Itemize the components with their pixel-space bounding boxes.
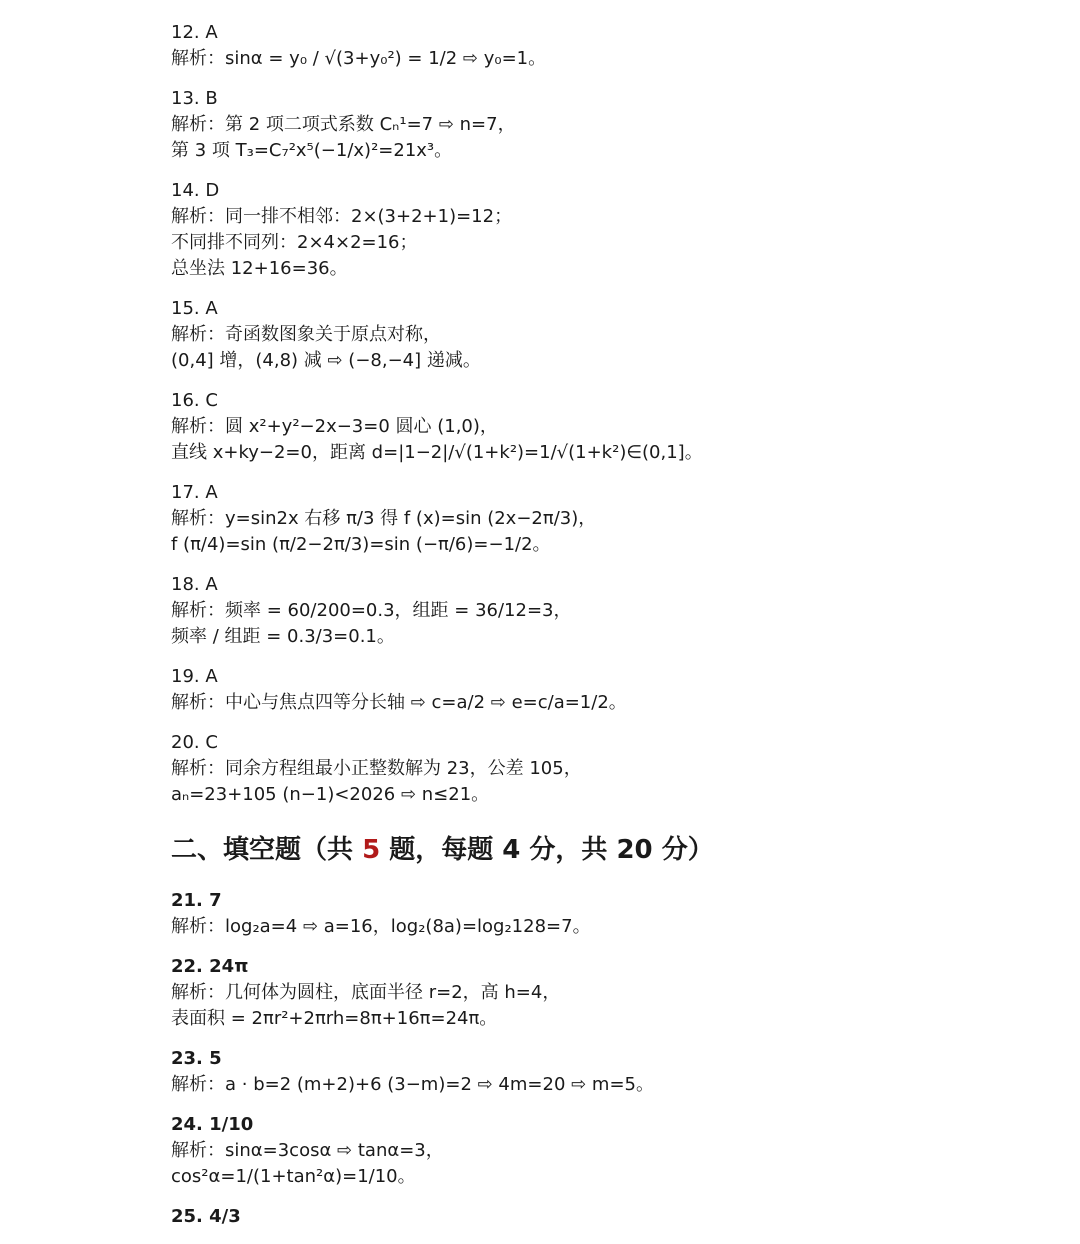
answer-item bbox=[171, 572, 1051, 650]
answer-number: 12. A bbox=[171, 22, 218, 43]
answer-item bbox=[171, 1204, 1051, 1230]
answer-item bbox=[171, 730, 1051, 808]
explanation-line: 解析：同一排不相邻：2×(3+2+1)=12； bbox=[171, 206, 513, 227]
answer-number: 17. A bbox=[171, 482, 218, 503]
answer-number: 20. C bbox=[171, 732, 218, 753]
explanation-line: 第 3 项 T₃=C₇²x⁵(−1/x)²=21x³。 bbox=[171, 140, 453, 161]
answer-item bbox=[171, 86, 1051, 164]
answer-item bbox=[171, 888, 1051, 940]
explanation-line: 频率 / 组距 = 0.3/3=0.1。 bbox=[171, 626, 395, 647]
explanation-line: 解析：几何体为圆柱，底面半径 r=2，高 h=4， bbox=[171, 982, 561, 1003]
explanation-line: 表面积 = 2πr²+2πrh=8π+16π=24π。 bbox=[171, 1008, 498, 1029]
answer-sheet bbox=[171, 20, 1051, 1244]
explanation-line: cos²α=1/(1+tan²α)=1/10。 bbox=[171, 1166, 416, 1187]
answer-number: 18. A bbox=[171, 574, 218, 595]
explanation-line: 解析：sinα=3cosα ⇨ tanα=3， bbox=[171, 1140, 444, 1161]
section-heading-suffix: 题，每题 4 分，共 20 分） bbox=[380, 835, 714, 865]
section-heading-fill-blank bbox=[171, 830, 1051, 870]
answer-item bbox=[171, 388, 1051, 466]
explanation-line: 解析：sinα = y₀ / √(3+y₀²) = 1/2 ⇨ y₀=1。 bbox=[171, 48, 547, 69]
answer-item bbox=[171, 954, 1051, 1032]
answer-number: 24. 1/10 bbox=[171, 1114, 254, 1135]
explanation-line: 解析：中心与焦点四等分长轴 ⇨ c=a/2 ⇨ e=c/a=1/2。 bbox=[171, 692, 627, 713]
explanation-line: 解析：log₂a=4 ⇨ a=16，log₂(8a)=log₂128=7。 bbox=[171, 916, 591, 937]
answer-number: 23. 5 bbox=[171, 1048, 222, 1069]
answer-item bbox=[171, 1112, 1051, 1190]
answer-number: 16. C bbox=[171, 390, 218, 411]
answer-number: 13. B bbox=[171, 88, 218, 109]
explanation-line: f (π/4)=sin (π/2−2π/3)=sin (−π/6)=−1/2。 bbox=[171, 534, 551, 555]
answer-item bbox=[171, 480, 1051, 558]
section-heading-count: 5 bbox=[362, 835, 381, 865]
section-heading-prefix: 二、填空题（共 bbox=[171, 835, 363, 865]
explanation-line: 解析：圆 x²+y²−2x−3=0 圆心 (1,0)， bbox=[171, 416, 498, 437]
explanation-line: 不同排不同列：2×4×2=16； bbox=[171, 232, 418, 253]
answer-number: 14. D bbox=[171, 180, 220, 201]
explanation-line: 解析：同余方程组最小正整数解为 23，公差 105， bbox=[171, 758, 582, 779]
explanation-line: 解析：a · b=2 (m+2)+6 (3−m)=2 ⇨ 4m=20 ⇨ m=5。 bbox=[171, 1074, 654, 1095]
answer-number: 15. A bbox=[171, 298, 218, 319]
answer-number: 21. 7 bbox=[171, 890, 222, 911]
choice-answers bbox=[171, 20, 1051, 808]
answer-item bbox=[171, 664, 1051, 716]
explanation-line: 解析：第 2 项二项式系数 Cₙ¹=7 ⇨ n=7， bbox=[171, 114, 516, 135]
explanation-line: 解析：频率 = 60/200=0.3，组距 = 36/12=3， bbox=[171, 600, 572, 621]
explanation-line: aₙ=23+105 (n−1)<2026 ⇨ n≤21。 bbox=[171, 784, 490, 805]
answer-item bbox=[171, 20, 1051, 72]
answer-item bbox=[171, 178, 1051, 282]
fill-blank-answers bbox=[171, 888, 1051, 1230]
answer-number: 22. 24π bbox=[171, 956, 249, 977]
explanation-line: (0,4] 增，(4,8) 减 ⇨ (−8,−4] 递减。 bbox=[171, 350, 481, 371]
explanation-line: 解析：奇函数图象关于原点对称， bbox=[171, 324, 441, 345]
explanation-line: 总坐法 12+16=36。 bbox=[171, 258, 348, 279]
explanation-line: 解析：y=sin2x 右移 π/3 得 f (x)=sin (2x−2π/3)， bbox=[171, 508, 597, 529]
answer-number: 19. A bbox=[171, 666, 218, 687]
answer-number: 25. 4/3 bbox=[171, 1206, 241, 1227]
answer-item bbox=[171, 1046, 1051, 1098]
explanation-line: 直线 x+ky−2=0，距离 d=|1−2|/√(1+k²)=1/√(1+k²)∈(0,1]。 bbox=[171, 442, 703, 463]
answer-item bbox=[171, 296, 1051, 374]
